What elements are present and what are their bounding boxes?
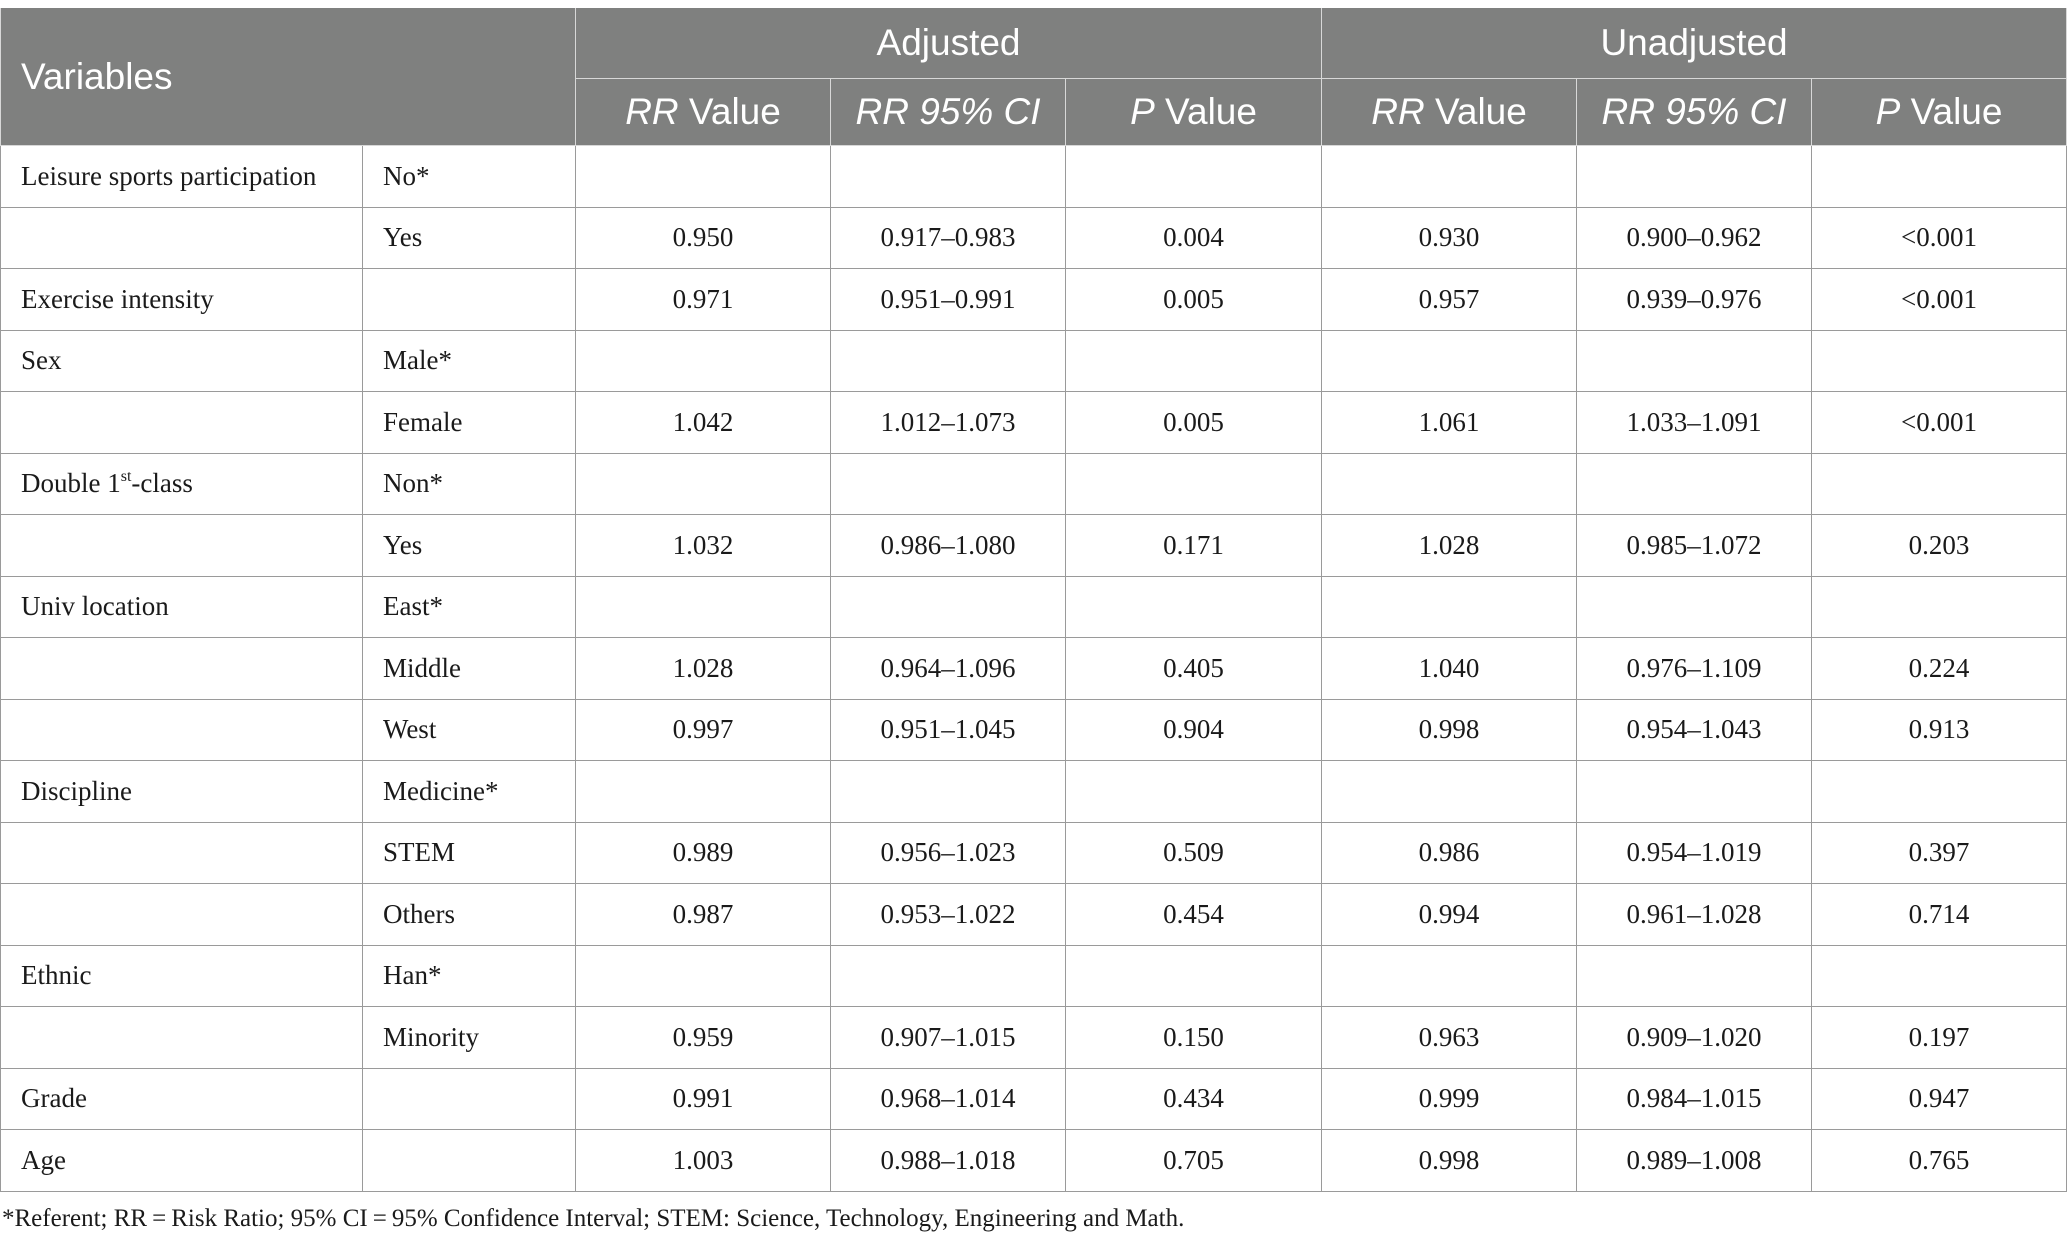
value-cell: 1.042	[576, 392, 831, 454]
value-cell: 0.957	[1322, 269, 1577, 331]
value-cell: 0.454	[1066, 884, 1322, 946]
value-cell: 0.904	[1066, 699, 1322, 761]
value-cell: 0.917–0.983	[831, 207, 1066, 269]
table-row	[1, 945, 2067, 1007]
value-cell: 0.963	[1322, 1007, 1577, 1069]
value-cell: 0.994	[1322, 884, 1577, 946]
value-cell	[1812, 761, 2067, 823]
value-cell	[1066, 453, 1322, 515]
value-cell: 0.509	[1066, 822, 1322, 884]
value-cell	[1066, 330, 1322, 392]
value-cell: 1.012–1.073	[831, 392, 1066, 454]
value-cell	[1577, 761, 1812, 823]
table-row	[1, 1068, 2067, 1130]
value-cell: 0.004	[1066, 207, 1322, 269]
table-row	[1, 884, 2067, 946]
value-cell: 1.028	[1322, 515, 1577, 577]
value-cell: 1.061	[1322, 392, 1577, 454]
variable-cell	[1, 822, 363, 884]
value-cell	[1812, 453, 2067, 515]
adj-rr-ci-header: RR 95% CI	[831, 79, 1066, 146]
value-cell	[831, 146, 1066, 208]
variable-cell: Discipline	[1, 761, 363, 823]
variable-cell	[1, 392, 363, 454]
adj-rr-value-header: RR Value	[576, 79, 831, 146]
level-cell: West	[363, 699, 576, 761]
value-cell	[1812, 330, 2067, 392]
value-cell: 0.714	[1812, 884, 2067, 946]
table-footnote: *Referent; RR = Risk Ratio; 95% CI = 95% Confidence Interval; STEM: Science, Technology, Engineering and Math.	[2, 1205, 1185, 1232]
value-cell: 0.989	[576, 822, 831, 884]
value-cell: 1.033–1.091	[1577, 392, 1812, 454]
value-cell: 0.991	[576, 1068, 831, 1130]
unadj-rr-value-header: RR Value	[1322, 79, 1577, 146]
unadj-p-value-header: P Value	[1812, 79, 2067, 146]
value-cell: 0.976–1.109	[1577, 638, 1812, 700]
value-cell	[1322, 453, 1577, 515]
value-cell: 0.951–0.991	[831, 269, 1066, 331]
value-cell	[576, 146, 831, 208]
variable-cell: Ethnic	[1, 945, 363, 1007]
value-cell	[1066, 146, 1322, 208]
value-cell	[1812, 945, 2067, 1007]
level-cell: Yes	[363, 515, 576, 577]
value-cell: 0.930	[1322, 207, 1577, 269]
value-cell: 0.964–1.096	[831, 638, 1066, 700]
table-row	[1, 638, 2067, 700]
value-cell: 1.040	[1322, 638, 1577, 700]
value-cell: 0.951–1.045	[831, 699, 1066, 761]
value-cell	[1322, 330, 1577, 392]
value-cell	[831, 576, 1066, 638]
value-cell: 0.900–0.962	[1577, 207, 1812, 269]
value-cell: 0.150	[1066, 1007, 1322, 1069]
value-cell: 0.947	[1812, 1068, 2067, 1130]
value-cell: 0.197	[1812, 1007, 2067, 1069]
value-cell: 0.907–1.015	[831, 1007, 1066, 1069]
variable-cell	[1, 515, 363, 577]
level-cell: Middle	[363, 638, 576, 700]
variable-cell: Sex	[1, 330, 363, 392]
value-cell	[1066, 576, 1322, 638]
value-cell: 1.032	[576, 515, 831, 577]
level-cell: Male*	[363, 330, 576, 392]
value-cell	[1577, 330, 1812, 392]
header-row-groups	[1, 8, 2067, 79]
variable-cell: Leisure sports participation	[1, 146, 363, 208]
table-row	[1, 761, 2067, 823]
value-cell	[576, 945, 831, 1007]
table-row	[1, 699, 2067, 761]
value-cell	[576, 761, 831, 823]
value-cell	[1577, 576, 1812, 638]
value-cell: 0.959	[576, 1007, 831, 1069]
variable-cell	[1, 207, 363, 269]
regression-table	[0, 8, 2067, 1192]
value-cell: <0.001	[1812, 207, 2067, 269]
value-cell: 0.405	[1066, 638, 1322, 700]
value-cell: 0.939–0.976	[1577, 269, 1812, 331]
value-cell	[1322, 146, 1577, 208]
table-row	[1, 207, 2067, 269]
table-row	[1, 576, 2067, 638]
variable-cell	[1, 638, 363, 700]
level-cell	[363, 1130, 576, 1192]
value-cell: 0.953–1.022	[831, 884, 1066, 946]
adjusted-header: Adjusted	[576, 8, 1322, 79]
table-row	[1, 146, 2067, 208]
adj-p-value-header: P Value	[1066, 79, 1322, 146]
level-cell: Yes	[363, 207, 576, 269]
value-cell: 0.171	[1066, 515, 1322, 577]
value-cell: 0.909–1.020	[1577, 1007, 1812, 1069]
value-cell	[1812, 576, 2067, 638]
value-cell: 0.998	[1322, 699, 1577, 761]
value-cell: 0.986	[1322, 822, 1577, 884]
value-cell: 0.998	[1322, 1130, 1577, 1192]
value-cell: 0.397	[1812, 822, 2067, 884]
table-body	[1, 146, 2067, 1192]
value-cell: 0.956–1.023	[831, 822, 1066, 884]
value-cell	[576, 453, 831, 515]
level-cell	[363, 1068, 576, 1130]
value-cell: 0.913	[1812, 699, 2067, 761]
table-row	[1, 1007, 2067, 1069]
value-cell: 0.999	[1322, 1068, 1577, 1130]
value-cell: 0.985–1.072	[1577, 515, 1812, 577]
table-row	[1, 515, 2067, 577]
value-cell	[576, 576, 831, 638]
value-cell	[1322, 576, 1577, 638]
value-cell: 0.005	[1066, 392, 1322, 454]
value-cell: 0.997	[576, 699, 831, 761]
variable-cell	[1, 884, 363, 946]
value-cell: 0.971	[576, 269, 831, 331]
value-cell	[831, 453, 1066, 515]
value-cell: 1.003	[576, 1130, 831, 1192]
unadj-rr-ci-header: RR 95% CI	[1577, 79, 1812, 146]
unadjusted-header: Unadjusted	[1322, 8, 2067, 79]
variable-cell: Univ location	[1, 576, 363, 638]
value-cell: 1.028	[576, 638, 831, 700]
variables-header: Variables	[1, 8, 576, 146]
value-cell: 0.954–1.043	[1577, 699, 1812, 761]
level-cell	[363, 269, 576, 331]
value-cell: 0.950	[576, 207, 831, 269]
value-cell: <0.001	[1812, 392, 2067, 454]
table-row	[1, 269, 2067, 331]
variable-cell	[1, 1007, 363, 1069]
value-cell	[1577, 146, 1812, 208]
table-row	[1, 330, 2067, 392]
value-cell: 0.989–1.008	[1577, 1130, 1812, 1192]
value-cell	[1066, 761, 1322, 823]
variable-cell: Exercise intensity	[1, 269, 363, 331]
value-cell	[831, 330, 1066, 392]
value-cell: 0.954–1.019	[1577, 822, 1812, 884]
value-cell	[831, 761, 1066, 823]
value-cell	[1577, 453, 1812, 515]
level-cell: Han*	[363, 945, 576, 1007]
level-cell: Medicine*	[363, 761, 576, 823]
value-cell: <0.001	[1812, 269, 2067, 331]
value-cell: 0.984–1.015	[1577, 1068, 1812, 1130]
level-cell: STEM	[363, 822, 576, 884]
value-cell	[576, 330, 831, 392]
table-row	[1, 822, 2067, 884]
table-row	[1, 392, 2067, 454]
level-cell: Non*	[363, 453, 576, 515]
value-cell	[1322, 945, 1577, 1007]
value-cell	[1322, 761, 1577, 823]
table-row	[1, 1130, 2067, 1192]
variable-cell	[1, 699, 363, 761]
level-cell: East*	[363, 576, 576, 638]
value-cell: 0.705	[1066, 1130, 1322, 1192]
value-cell: 0.987	[576, 884, 831, 946]
value-cell	[1812, 146, 2067, 208]
value-cell: 0.005	[1066, 269, 1322, 331]
table-row	[1, 453, 2067, 515]
value-cell: 0.968–1.014	[831, 1068, 1066, 1130]
value-cell	[1066, 945, 1322, 1007]
value-cell: 0.224	[1812, 638, 2067, 700]
value-cell	[1577, 945, 1812, 1007]
value-cell: 0.434	[1066, 1068, 1322, 1130]
level-cell: No*	[363, 146, 576, 208]
value-cell: 0.203	[1812, 515, 2067, 577]
level-cell: Minority	[363, 1007, 576, 1069]
level-cell: Others	[363, 884, 576, 946]
variable-cell: Grade	[1, 1068, 363, 1130]
level-cell: Female	[363, 392, 576, 454]
value-cell: 0.961–1.028	[1577, 884, 1812, 946]
value-cell: 0.765	[1812, 1130, 2067, 1192]
value-cell: 0.986–1.080	[831, 515, 1066, 577]
variable-cell: Double 1st-class	[1, 453, 363, 515]
variable-cell: Age	[1, 1130, 363, 1192]
value-cell: 0.988–1.018	[831, 1130, 1066, 1192]
value-cell	[831, 945, 1066, 1007]
